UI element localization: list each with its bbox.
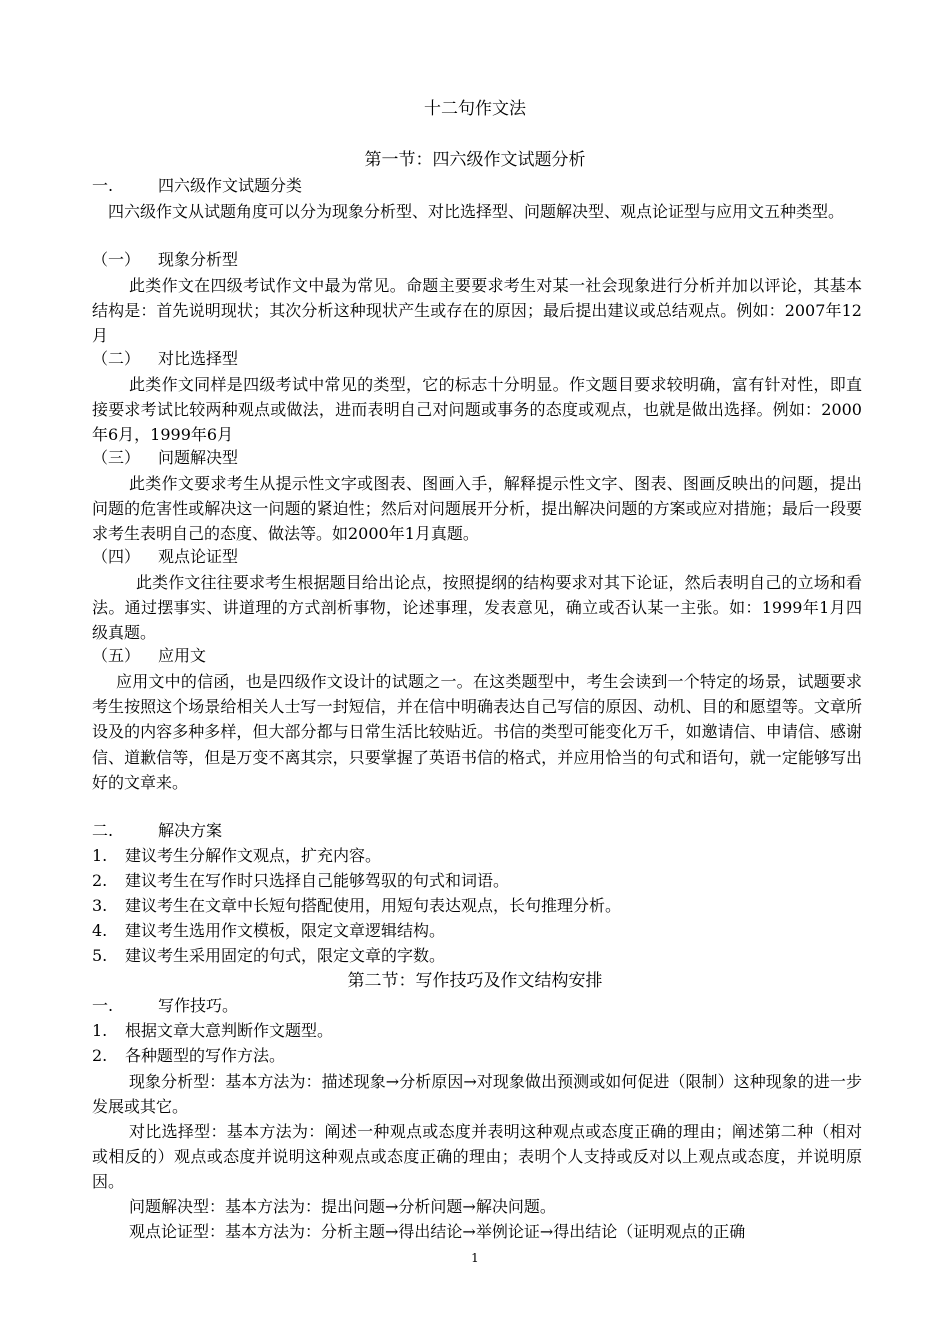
- list-item-number: 1.: [92, 846, 108, 865]
- section-2-part-1-title: 写作技巧。: [158, 996, 239, 1015]
- type-title: 观点论证型: [158, 547, 239, 566]
- section-2-heading: 第二节：写作技巧及作文结构安排: [347, 971, 603, 991]
- list-item: [92, 895, 621, 917]
- type-description: 此类作文要求考生从提示性文字或图表、图画入手，解释提示性文字、图表、图画反映出的问题，提出问题的危害性或解决这一问题的紧迫性；然后对问题展开分析，提出解决问题的方案或应对措施；最后一段要求考生表明自己的态度、做法等。如2000年1月真题。: [92, 474, 862, 544]
- part-1-intro: 四六级作文从试题角度可以分为现象分析型、对比选择型、问题解决型、观点论证型与应用文五种类型。: [108, 202, 845, 221]
- type-heading: [92, 546, 238, 568]
- part-1-heading: [92, 175, 302, 197]
- type-number: （三）: [92, 448, 141, 467]
- list-item-number: 1.: [92, 1021, 108, 1040]
- method-paragraph: 现象分析型：基本方法为：描述现象→分析原因→对现象做出预测或如何促进（限制）这种现象的进一步发展或其它。: [92, 1072, 862, 1117]
- list-item: [92, 845, 381, 867]
- type-heading: [92, 645, 206, 667]
- section-2-part-1-heading: [92, 995, 238, 1017]
- part-1-number: 一.: [92, 176, 114, 195]
- list-item-text: 根据文章大意判断作文题型。: [125, 1021, 334, 1040]
- list-item: [92, 870, 509, 892]
- list-item-text: 建议考生选用作文模板，限定文章逻辑结构。: [125, 921, 446, 940]
- document-title: 十二句作文法: [424, 99, 526, 119]
- type-title: 应用文: [158, 646, 207, 665]
- type-description: 此类作文往往要求考生根据题目给出论点，按照提纲的结构要求对其下论证，然后表明自己的立场和看法。通过摆事实、讲道理的方式剖析事物，论述事理，发表意见，确立或否认某一主张。如：1999年1月四级真题。: [92, 573, 862, 643]
- list-item-number: 2.: [92, 871, 108, 890]
- method-paragraph: 对比选择型：基本方法为：阐述一种观点或态度并表明这种观点或态度正确的理由；阐述第二种（相对或相反的）观点或态度并说明这种观点或态度正确的理由；表明个人支持或反对以上观点或态度，并说明原因。: [92, 1122, 862, 1192]
- type-number: （一）: [92, 250, 141, 269]
- method-paragraph: 问题解决型：基本方法为：提出问题→分析问题→解决问题。: [129, 1197, 556, 1216]
- type-description: 应用文中的信函，也是四级作文设计的试题之一。在这类题型中，考生会读到一个特定的场景，试题要求考生按照这个场景给相关人士写一封短信，并在信中明确表达自己写信的原因、动机、目的和愿望等。文章所设及的内容多种多样，但大部分都与日常生活比较贴近。书信的类型可能变化万千，如邀请信、申请信、感谢信、道歉信等，但是万变不离其宗，只要掌握了英语书信的格式，并应用恰当的句式和语句，就一定能够写出好的文章来。: [92, 672, 862, 792]
- type-heading: [92, 249, 238, 271]
- list-item-text: 建议考生分解作文观点，扩充内容。: [125, 846, 382, 865]
- type-description: 此类作文同样是四级考试中常见的类型，它的标志十分明显。作文题目要求较明确，富有针对性，即直接要求考试比较两种观点或做法，进而表明自己对问题或事务的态度或观点，也就是做出选择。例如：2000年6月，1999年6月: [92, 375, 862, 445]
- part-1-title: 四六级作文试题分类: [158, 176, 303, 195]
- list-item: [92, 1020, 333, 1042]
- part-2-title: 解决方案: [158, 821, 223, 840]
- page-number: 1: [471, 1251, 479, 1265]
- type-title: 对比选择型: [158, 349, 239, 368]
- list-item-number: 4.: [92, 921, 108, 940]
- type-number: （二）: [92, 349, 141, 368]
- part-2-heading: [92, 820, 222, 842]
- section-1-heading: 第一节：四六级作文试题分析: [364, 150, 586, 170]
- part-2-number: 二.: [92, 821, 114, 840]
- list-item-text: 建议考生在写作时只选择自己能够驾驭的句式和词语。: [125, 871, 510, 890]
- list-item-text: 建议考生在文章中长短句搭配使用，用短句表达观点，长句推理分析。: [125, 896, 622, 915]
- type-heading: [92, 447, 238, 469]
- list-item-number: 3.: [92, 896, 108, 915]
- list-item-number: 5.: [92, 946, 108, 965]
- type-heading: [92, 348, 238, 370]
- list-item-number: 2.: [92, 1046, 108, 1065]
- type-title: 现象分析型: [158, 250, 239, 269]
- list-item: [92, 920, 445, 942]
- type-title: 问题解决型: [158, 448, 239, 467]
- list-item: [92, 1045, 285, 1067]
- type-description: 此类作文在四级考试作文中最为常见。命题主要要求考生对某一社会现象进行分析并加以评论，其基本结构是：首先说明现状；其次分析这种现状产生或存在的原因；最后提出建议或总结观点。例如：2007年12月: [92, 276, 862, 346]
- section-2-part-1-number: 一.: [92, 996, 114, 1015]
- type-number: （五）: [92, 646, 141, 665]
- list-item-text: 建议考生采用固定的句式，限定文章的字数。: [125, 946, 446, 965]
- method-paragraph: 观点论证型：基本方法为：分析主题→得出结论→举例论证→得出结论（证明观点的正确: [129, 1222, 746, 1241]
- list-item-text: 各种题型的写作方法。: [125, 1046, 286, 1065]
- list-item: [92, 945, 445, 967]
- type-number: （四）: [92, 547, 141, 566]
